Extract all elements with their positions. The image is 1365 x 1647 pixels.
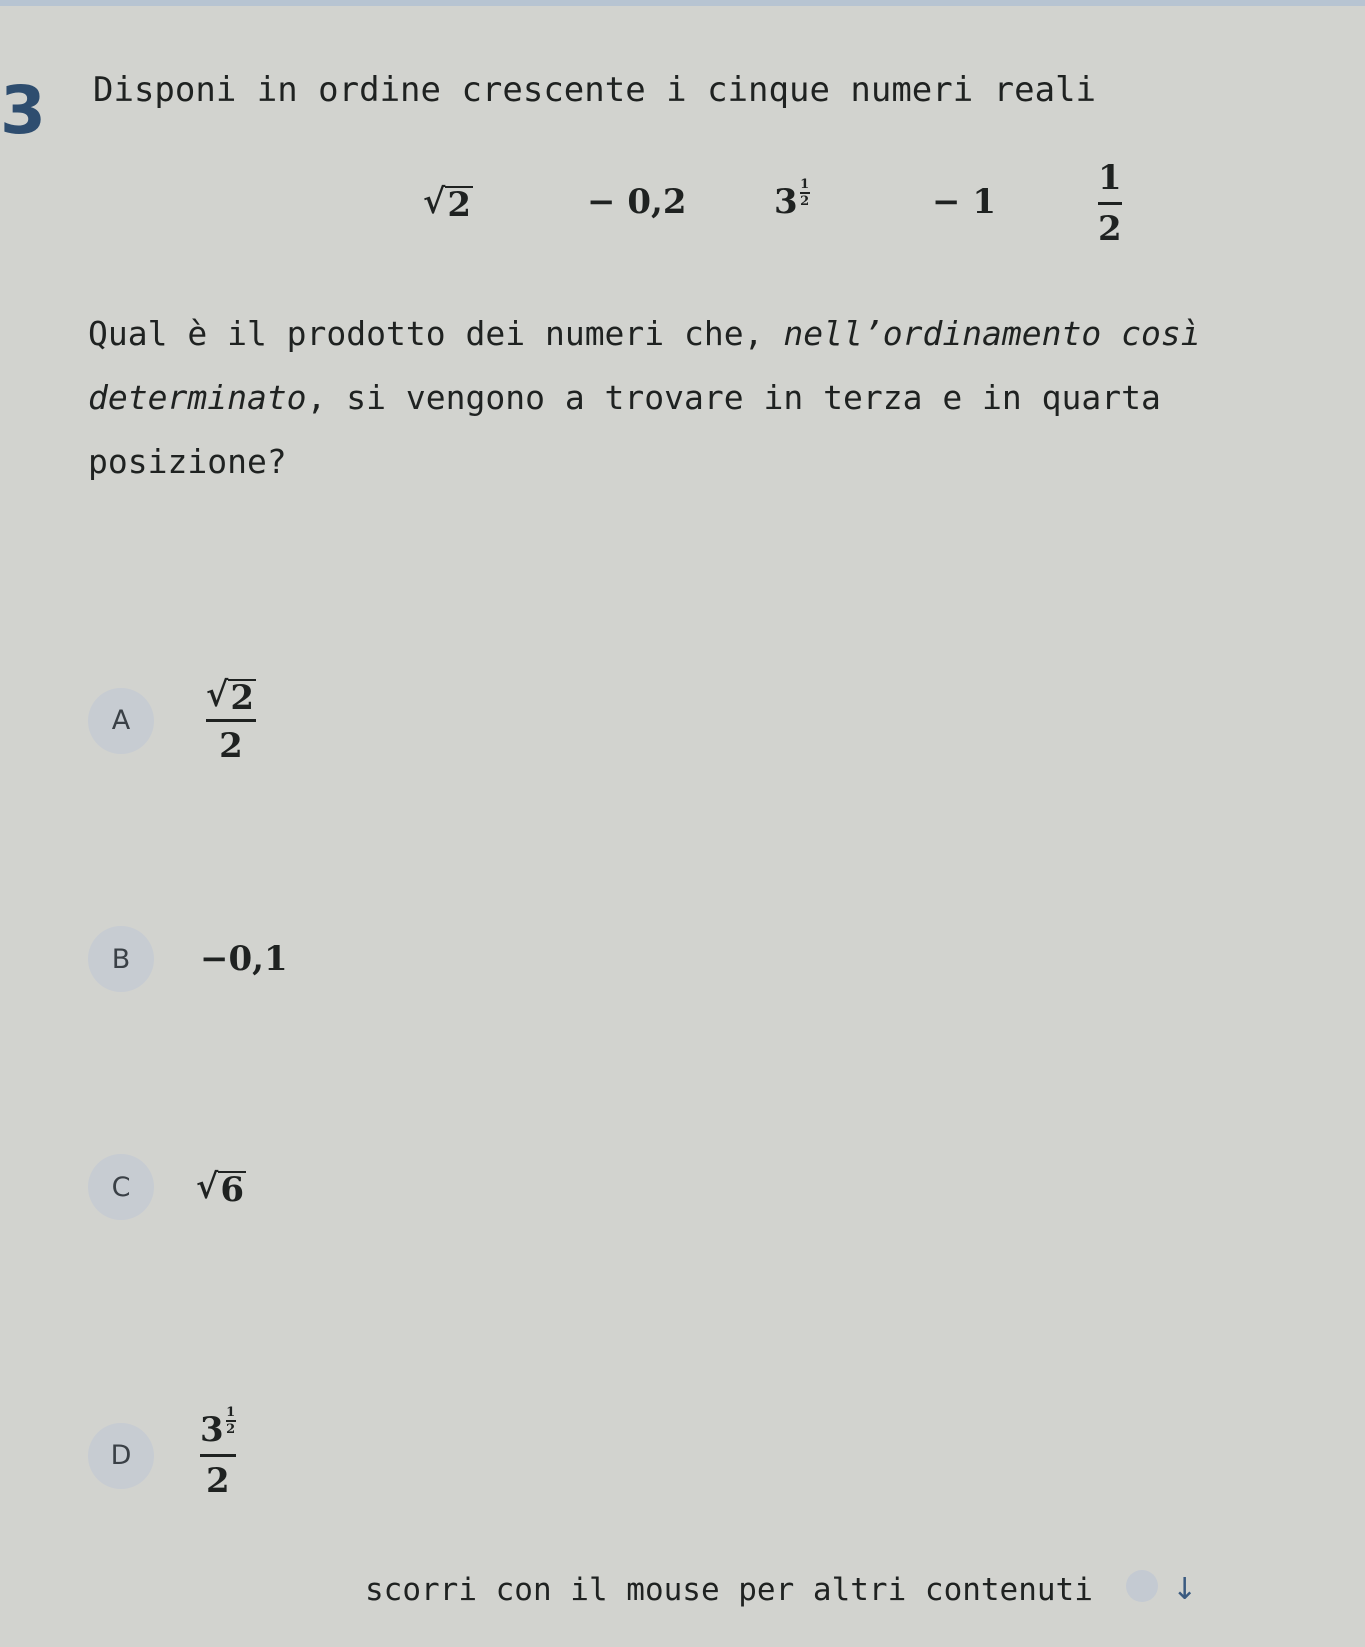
number-3-pow-half: 3 1 2 <box>774 177 810 222</box>
arrow-down-icon[interactable]: ↓ <box>1172 1572 1198 1607</box>
scroll-hint: scorri con il mouse per altri contenuti <box>365 1572 1093 1608</box>
top-border <box>0 0 1365 6</box>
option-b[interactable] <box>88 926 288 992</box>
number-neg-0-2: − 0,2 <box>587 182 687 222</box>
option-b-value: −0,1 <box>200 939 288 979</box>
number-sqrt2: √ 2 <box>423 182 472 225</box>
question-body-italic: nell’ordinamento così determinato <box>88 314 1201 417</box>
option-c[interactable] <box>88 1154 246 1220</box>
option-a[interactable] <box>88 675 256 766</box>
option-c-value: √ 6 <box>196 1167 245 1210</box>
option-c-letter[interactable]: C <box>88 1154 154 1220</box>
option-d[interactable] <box>88 1405 236 1501</box>
sqrt-sign-icon: √ <box>206 675 229 715</box>
option-d-letter[interactable]: D <box>88 1423 154 1489</box>
option-d-value: 3 1 2 2 <box>200 1405 236 1501</box>
option-a-value: √ 2 2 <box>206 675 255 766</box>
number-neg-1: − 1 <box>932 182 996 222</box>
scroll-indicator[interactable] <box>1126 1570 1158 1602</box>
question-intro: Disponi in ordine crescente i cinque numeri reali <box>93 70 1097 110</box>
sqrt-sign-icon: √ <box>423 182 446 222</box>
option-a-letter[interactable]: A <box>88 688 154 754</box>
option-b-letter[interactable]: B <box>88 926 154 992</box>
question-number: 3 <box>0 72 46 149</box>
sqrt-sign-icon: √ <box>196 1167 219 1207</box>
question-body: Qual è il prodotto dei numeri che, nell’ordinamento così determinato, si vengono a trovare in terza e in quarta posizione? <box>88 314 1201 481</box>
number-one-half: $\frac{1}{2}$ <box>1098 158 1122 249</box>
